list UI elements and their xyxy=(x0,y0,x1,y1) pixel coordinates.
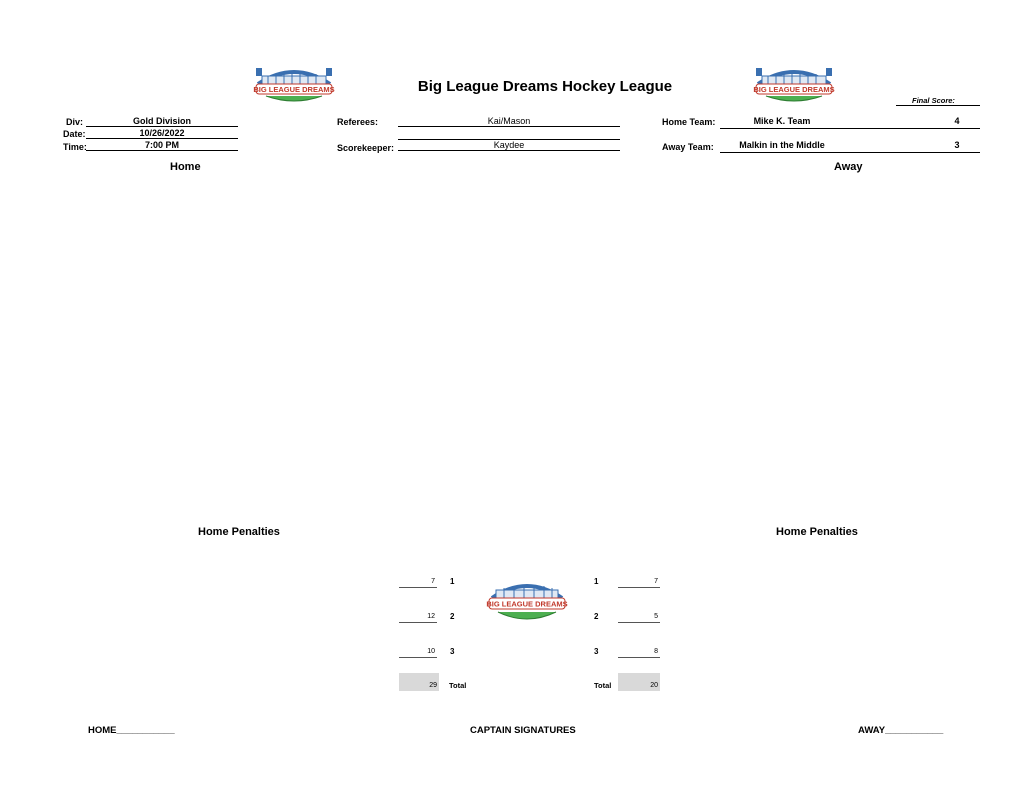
home-shots-cell[interactable]: 7 xyxy=(399,577,437,588)
home-period-number: 1 xyxy=(450,577,455,586)
scorekeeper-label: Scorekeeper: xyxy=(337,143,395,153)
home-total-label: Total xyxy=(449,681,467,690)
away-team-value[interactable]: Malkin in the Middle xyxy=(739,140,825,150)
referees-label: Referees: xyxy=(337,117,379,127)
away-penalties-title: Home Penalties xyxy=(776,526,858,538)
captain-signatures-label: CAPTAIN SIGNATURES xyxy=(470,725,576,736)
svg-text:BIG LEAGUE DREAMS: BIG LEAGUE DREAMS xyxy=(486,599,568,609)
away-team-label: Away Team: xyxy=(662,142,714,152)
away-signature[interactable]: AWAY___________ xyxy=(858,725,944,736)
page-title: Big League Dreams Hockey League xyxy=(417,78,673,95)
home-shots-cell[interactable]: 12 xyxy=(399,612,437,623)
away-shots-cell[interactable]: 5 xyxy=(618,612,660,623)
shots-logo xyxy=(486,570,568,628)
home-score[interactable]: 4 xyxy=(954,116,960,126)
league-logo-right xyxy=(752,62,836,106)
away-period-number: 2 xyxy=(594,612,599,621)
home-shots-total[interactable]: 29 xyxy=(399,673,439,691)
home-period-number: 3 xyxy=(450,647,455,656)
away-score[interactable]: 3 xyxy=(954,140,960,150)
away-shots-cell[interactable]: 7 xyxy=(618,577,660,588)
time-label: Time: xyxy=(63,142,87,152)
home-penalties-title: Home Penalties xyxy=(198,526,280,538)
away-shots-cell[interactable]: 8 xyxy=(618,647,660,658)
div-label: Div: xyxy=(66,117,84,127)
final-score-underline xyxy=(896,104,980,106)
away-section-title: Away xyxy=(834,161,863,173)
home-shots-cell[interactable]: 10 xyxy=(399,647,437,658)
referees-value[interactable]: Kai/Mason xyxy=(398,116,620,127)
away-shots-total[interactable]: 20 xyxy=(618,673,660,691)
away-period-number: 3 xyxy=(594,647,599,656)
away-period-number: 1 xyxy=(594,577,599,586)
svg-text:BIG LEAGUE DREAMS: BIG LEAGUE DREAMS xyxy=(753,85,835,94)
home-signature[interactable]: HOME___________ xyxy=(88,725,175,736)
home-period-number: 2 xyxy=(450,612,455,621)
away-total-label: Total xyxy=(594,681,612,690)
scorekeeper-value[interactable]: Kaydee xyxy=(398,140,620,151)
date-value[interactable]: 10/26/2022 xyxy=(86,128,238,139)
home-team-label: Home Team: xyxy=(662,117,716,127)
svg-text:BIG LEAGUE DREAMS: BIG LEAGUE DREAMS xyxy=(253,85,335,94)
home-team-value[interactable]: Mike K. Team xyxy=(753,116,811,126)
time-value[interactable]: 7:00 PM xyxy=(86,140,238,151)
home-section-title: Home xyxy=(170,161,201,173)
date-label: Date: xyxy=(63,129,86,139)
div-value[interactable]: Gold Division xyxy=(86,116,238,127)
league-logo-left xyxy=(252,62,336,106)
final-score-label: Final Score: xyxy=(912,96,955,105)
